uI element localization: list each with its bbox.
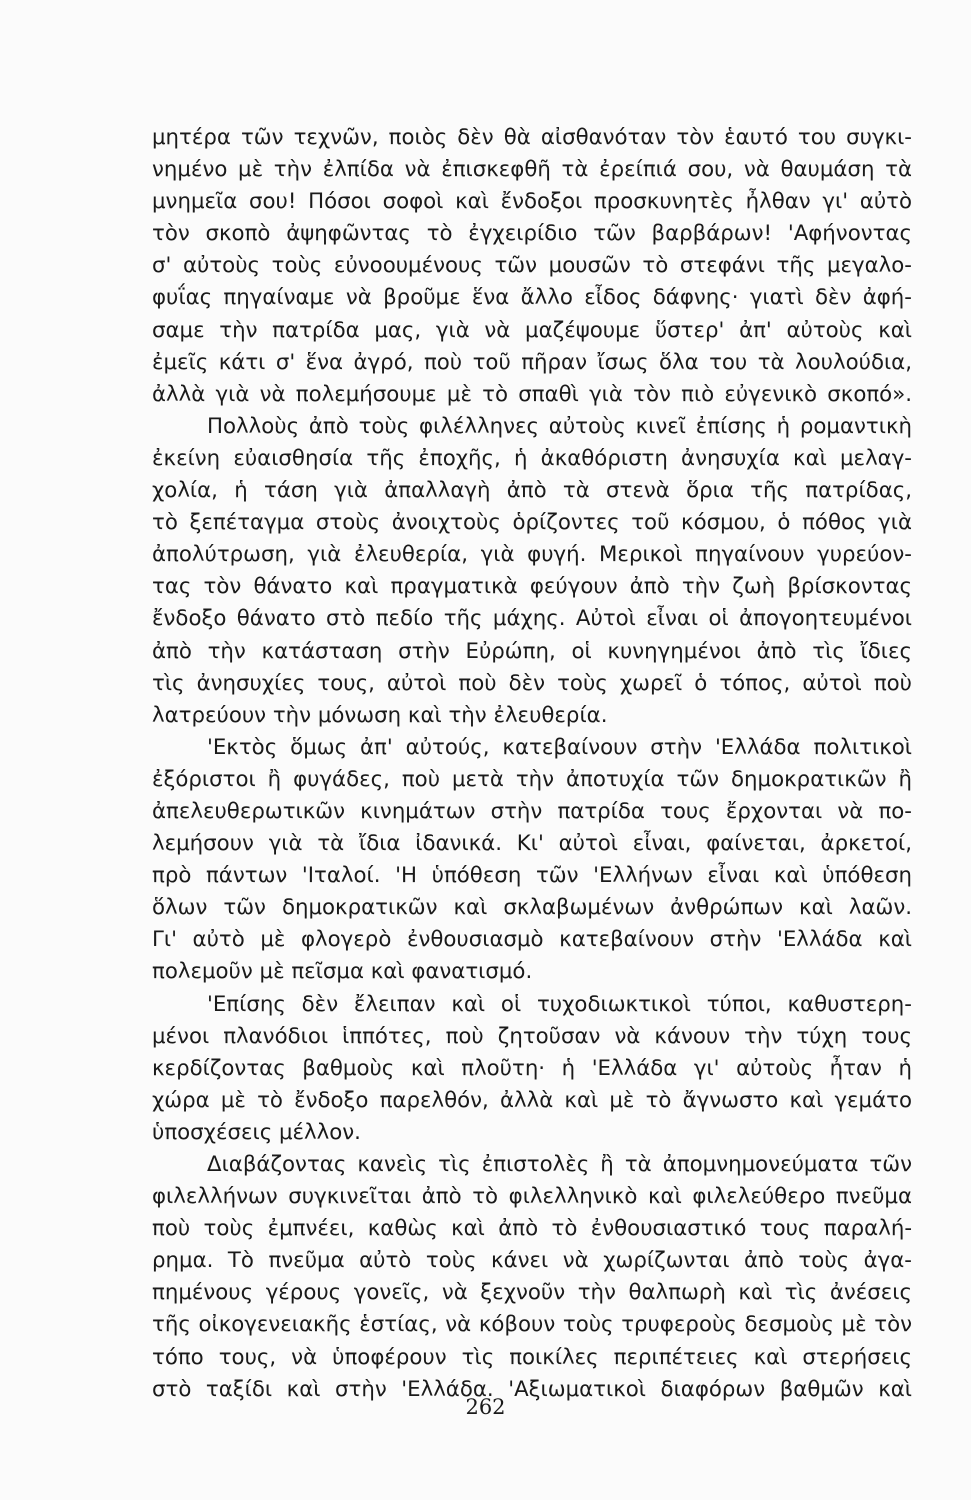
text-line: ὅλων τῶν δημοκρατικῶν καὶ σκλαβωμένων ἀνθρώπων καὶ λαῶν. — [152, 895, 912, 921]
text-line: 'Επίσης δὲν ἔλειπαν καὶ οἱ τυχοδιωκτικοὶ τύποι, καθυστερη- — [207, 991, 912, 1017]
text-line: στὸ ταξίδι καὶ στὴν 'Ελλάδα. 'Αξιωματικοὶ διαφόρων βαθμῶν καὶ — [152, 1376, 912, 1402]
text-line: φιλελλήνων συγκινεῖται ἀπὸ τὸ φιλελληνικὸ καὶ φιλελεύθερο πνεῦμα — [152, 1184, 912, 1210]
text-line: Διαβάζοντας κανεὶς τὶς ἐπιστολὲς ἢ τὰ ἀπομνημονεύματα τῶν — [207, 1152, 912, 1177]
text-line: κερδίζοντας βαθμοὺς καὶ πλοῦτη· ἡ 'Ελλάδα γι' αὐτοὺς ἦταν ἡ — [152, 1055, 912, 1081]
text-line: πρὸ πάντων 'Ιταλοί. 'Η ὑπόθεση τῶν 'Ελλήνων εἶναι καὶ ὑπόθεση — [152, 863, 912, 889]
text-line: ἐξόριστοι ἢ φυγάδες, ποὺ μετὰ τὴν ἀποτυχία τῶν δημοκρατικῶν ἢ — [152, 766, 912, 792]
text-line: ρημα. Τὸ πνεῦμα αὐτὸ τοὺς κάνει νὰ χωρίζωνται ἀπὸ τοὺς ἀγα- — [152, 1248, 912, 1274]
text-line: ἀπὸ τὴν κατάσταση στὴν Εὐρώπη, οἱ κυνηγημένοι ἀπὸ τὶς ἴδιες — [152, 638, 912, 664]
text-line: ἐμεῖς κάτι σ' ἕνα ἀγρό, ποὺ τοῦ πῆραν ἴσως ὅλα του τὰ λουλούδια, — [152, 349, 912, 375]
text-line: τὶς ἀνησυχίες τους, αὐτοὶ ποὺ δὲν τοὺς χωρεῖ ὁ τόπος, αὐτοὶ ποὺ — [152, 670, 912, 696]
text-line: ἐκείνη εὐαισθησία τῆς ἐποχῆς, ἡ ἀκαθόριστη ἀνησυχία καὶ μελαγ- — [152, 445, 912, 471]
text-line: ἀπελευθερωτικῶν κινημάτων στὴν πατρίδα τους ἔρχονται νὰ πο- — [152, 798, 912, 824]
text-line: τόπο τους, νὰ ὑποφέρουν τὶς ποικίλες περιπέτειες καὶ στερήσεις — [152, 1344, 912, 1370]
text-line: 'Εκτὸς ὅμως ἀπ' αὐτούς, κατεβαίνουν στὴν 'Ελλάδα πολιτικοὶ — [207, 734, 912, 760]
text-line: τας τὸν θάνατο καὶ πραγματικὰ φεύγουν ἀπὸ τὴν ζωὴ βρίσκοντας — [152, 574, 912, 600]
text-line: πολεμοῦν μὲ πεῖσμα καὶ φανατισμό. — [152, 959, 533, 985]
text-line: λατρεύουν τὴν μόνωση καὶ τὴν ἐλευθερία. — [152, 702, 608, 728]
text-line: χώρα μὲ τὸ ἔνδοξο παρελθόν, ἀλλὰ καὶ μὲ τὸ ἄγνωστο καὶ γεμάτο — [152, 1087, 912, 1113]
text-line: ὑποσχέσεις μέλλον. — [152, 1119, 361, 1145]
text-line: μνημεῖα σου! Πόσοι σοφοὶ καὶ ἔνδοξοι προσκυνητὲς ἦλθαν γι' αὐτὸ — [152, 189, 912, 215]
text-line: φυΐας πηγαίναμε νὰ βροῦμε ἕνα ἄλλο εἶδος δάφνης· γιατὶ δὲν ἀφή- — [152, 285, 912, 311]
text-line: μητέρα τῶν τεχνῶν, ποιὸς δὲν θὰ αἰσθανόταν τὸν ἑαυτό του συγκι- — [152, 125, 912, 150]
text-line: νημένο μὲ τὴν ἐλπίδα νὰ ἐπισκεφθῆ τὰ ἐρείπιά σου, νὰ θαυμάση τὰ — [152, 157, 912, 183]
text-line: χολία, ἡ τάση γιὰ ἀπαλλαγὴ ἀπὸ τὰ στενὰ ὅρια τῆς πατρίδας, — [152, 478, 912, 504]
text-line: λεμήσουν γιὰ τὰ ἴδια ἰδανικά. Κι' αὐτοὶ εἶναι, φαίνεται, ἀρκετοί, — [152, 831, 912, 857]
text-line: πημένους γέρους γονεῖς, νὰ ξεχνοῦν τὴν θαλπωρὴ καὶ τὶς ἀνέσεις — [152, 1280, 912, 1306]
text-line: σ' αὐτοὺς τοὺς εὐνοουμένους τῶν μουσῶν τὸ στεφάνι τῆς μεγαλο- — [152, 253, 912, 279]
page-number: 262 — [465, 1395, 506, 1419]
text-line: ἀπολύτρωση, γιὰ ἐλευθερία, γιὰ φυγή. Μερικοὶ πηγαίνουν γυρεύον- — [152, 542, 912, 568]
text-line: Πολλοὺς ἀπὸ τοὺς φιλέλληνες αὐτοὺς κινεῖ ἐπίσης ἡ ρομαντικὴ — [207, 413, 912, 439]
text-line: ποὺ τοὺς ἐμπνέει, καθὼς καὶ ἀπὸ τὸ ἐνθουσιαστικό τους παραλή- — [152, 1216, 912, 1242]
text-line: Γι' αὐτὸ μὲ φλογερὸ ἐνθουσιασμὸ κατεβαίνουν στὴν 'Ελλάδα καὶ — [152, 927, 912, 953]
text-line: τῆς οἰκογενειακῆς ἑστίας, νὰ κόβουν τοὺς τρυφεροὺς δεσμοὺς μὲ τὸν — [152, 1312, 912, 1338]
text-line: μένοι πλανόδιοι ἱππότες, ποὺ ζητοῦσαν νὰ κάνουν τὴν τύχη τους — [152, 1023, 912, 1049]
text-line: τὸ ξεπέταγμα στοὺς ἀνοιχτοὺς ὁρίζοντες τοῦ κόσμου, ὁ πόθος γιὰ — [152, 510, 912, 536]
body-text — [152, 122, 912, 1406]
text-line: τὸν σκοπὸ ἀψηφῶντας τὸ ἐγχειρίδιο τῶν βαρβάρων! 'Αφήνοντας — [152, 221, 912, 247]
text-line: ἔνδοξο θάνατο στὸ πεδίο τῆς μάχης. Αὐτοὶ εἶναι οἱ ἀπογοητευμένοι — [152, 606, 912, 632]
text-line: σαμε τὴν πατρίδα μας, γιὰ νὰ μαζέψουμε ὕστερ' ἀπ' αὐτοὺς καὶ — [152, 317, 912, 343]
text-line: ἀλλὰ γιὰ νὰ πολεμήσουμε μὲ τὸ σπαθὶ γιὰ τὸν πιὸ εὐγενικὸ σκοπό». — [152, 381, 912, 407]
